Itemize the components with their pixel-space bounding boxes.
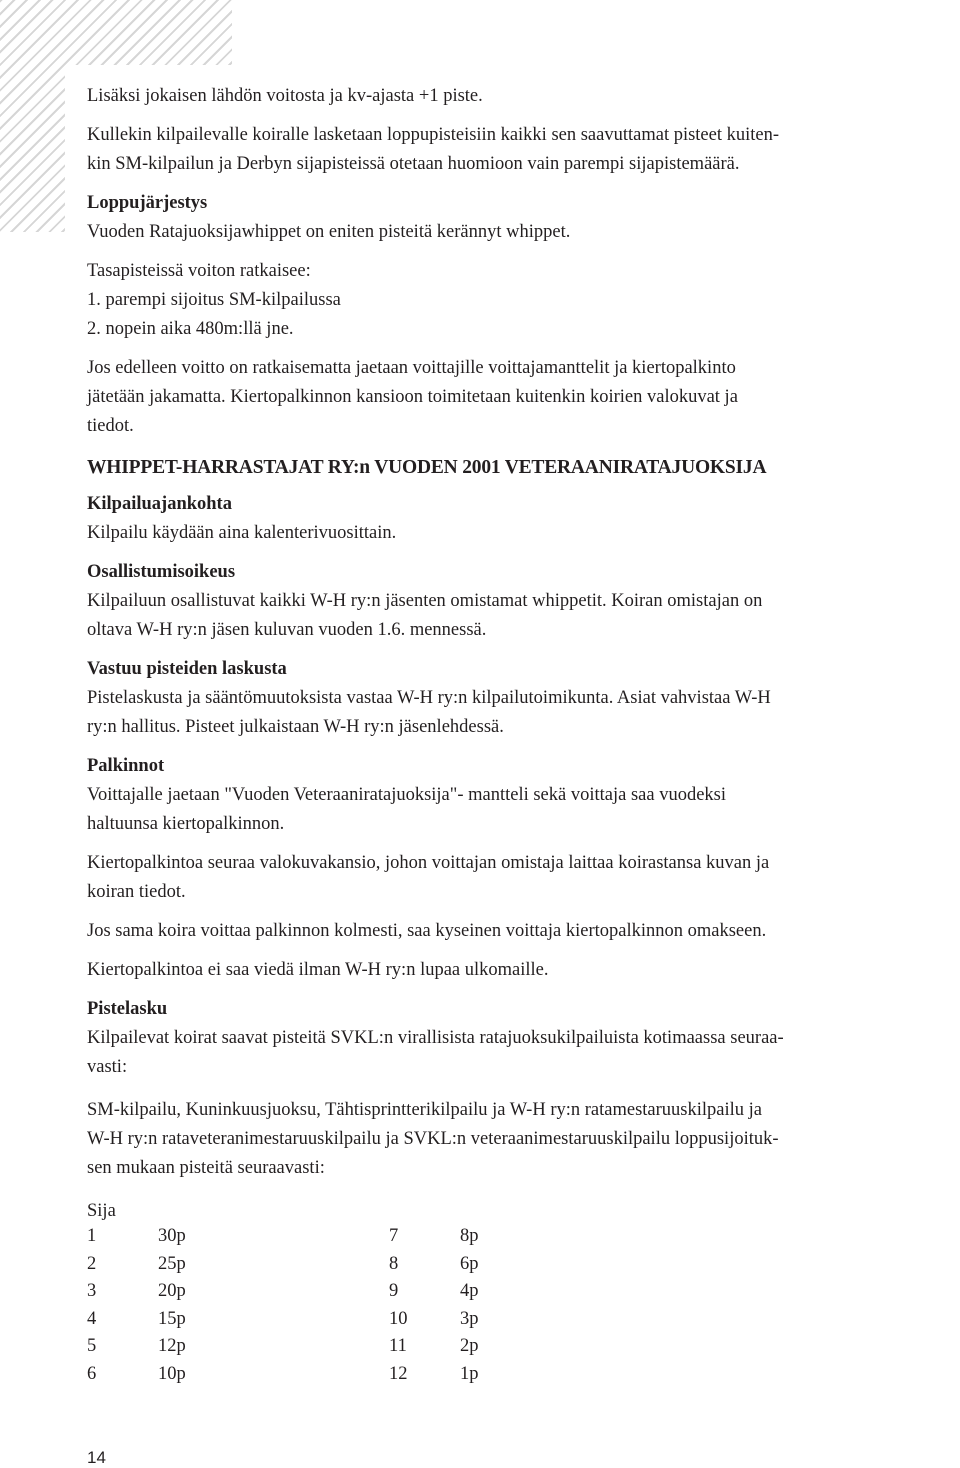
page-title: WHIPPET-HARRASTAJAT RY:n VUODEN 2001 VETERAANIRATAJUOKSIJA [87,457,767,478]
points-cell: 12p [158,1336,186,1356]
paragraph: Kilpailuun osallistuvat kaikki W-H ry:n jäsenten omistamat whippetit. Koiran omistajan on [87,591,763,611]
paragraph: Tasapisteissä voiton ratkaisee: [87,261,311,281]
points-cell: 20p [158,1281,186,1301]
paragraph: Vuoden Ratajuoksijawhippet on eniten pisteitä kerännyt whippet. [87,222,571,242]
points-cell: 15p [158,1308,186,1329]
paragraph: Jos sama koira voittaa palkinnon kolmesti, saa kyseinen voittaja kiertopalkinnon omakseen. [87,921,767,941]
rank-cell: 12 [389,1363,408,1384]
rank-cell: 6 [87,1363,97,1384]
table-row [87,1281,520,1309]
points-table [87,1226,520,1391]
paragraph: Voittajalle jaetaan "Vuoden Veteraaniratajuoksija"- mantteli sekä voittaja saa vuodeksi [87,785,727,805]
page-number: 14 [87,1448,106,1467]
points-cell: 10p [158,1363,186,1384]
rank-cell: 5 [87,1336,97,1356]
list-item: 1. parempi sijoitus SM-kilpailussa [87,290,341,310]
paragraph: SM-kilpailu, Kuninkuusjuoksu, Tähtisprintterikilpailu ja W-H ry:n ratamestaruuskilpailu ja [87,1100,762,1120]
paragraph: Kullekin kilpailevalle koiralle lasketaan loppupisteisiin kaikki sen saavuttamat pisteet kuiten- [87,125,780,145]
paragraph: Jos edelleen voitto on ratkaisematta jaetaan voittajille voittajamanttelit ja kiertopalkinto [87,358,736,378]
page-content [87,82,947,1391]
table-row [87,1309,520,1337]
points-cell: 25p [158,1253,186,1274]
paragraph: sen mukaan pisteitä seuraavasti: [87,1158,325,1178]
section-heading-palkinnot: Palkinnot [87,756,165,776]
paragraph: Lisäksi jokaisen lähdön voitosta ja kv-ajasta +1 piste. [87,86,483,106]
points-cell: 4p [460,1281,479,1301]
section-heading-loppujarjestys: Loppujärjestys [87,193,208,213]
rank-cell: 8 [389,1253,399,1274]
points-cell: 6p [460,1253,479,1274]
section-heading-pistelasku: Pistelasku [87,999,168,1019]
points-cell: 2p [460,1336,479,1356]
list-item: 2. nopein aika 480m:llä jne. [87,319,294,339]
rank-cell: 2 [87,1253,97,1274]
rank-cell: 11 [389,1336,407,1356]
paragraph: Pistelaskusta ja sääntömuutoksista vastaa W-H ry:n kilpailutoimikunta. Asiat vahvistaa W-H [87,688,771,708]
rank-cell: 7 [389,1226,399,1246]
rank-cell: 4 [87,1308,97,1329]
section-heading-vastuu: Vastuu pisteiden laskusta [87,659,287,679]
paragraph: W-H ry:n rataveteranimestaruuskilpailu ja SVKL:n veteraanimestaruuskilpailu loppusijoituk- [87,1129,779,1149]
points-cell: 8p [460,1226,479,1246]
paragraph: jätetään jakamatta. Kiertopalkinnon kansioon toimitetaan kuitenkin koirien valokuvat ja [87,387,738,407]
paragraph: Kiertopalkintoa ei saa viedä ilman W-H ry:n lupaa ulkomaille. [87,960,549,980]
paragraph: vasti: [87,1057,128,1077]
table-row [87,1226,520,1254]
section-heading-osallistumisoikeus: Osallistumisoikeus [87,562,236,582]
points-table-label: Sija [87,1201,116,1221]
paragraph: Kilpailu käydään aina kalenterivuosittain. [87,523,397,543]
paragraph: oltava W-H ry:n jäsen kuluvan vuoden 1.6. mennessä. [87,620,487,640]
paragraph: haltuunsa kiertopalkinnon. [87,814,285,834]
paragraph: Kilpailevat koirat saavat pisteitä SVKL:n virallisista ratajuoksukilpailuista kotimaassa seuraa- [87,1028,784,1048]
rank-cell: 1 [87,1226,97,1246]
table-row [87,1364,520,1392]
paragraph: ry:n hallitus. Pisteet julkaistaan W-H ry:n jäsenlehdessä. [87,717,504,737]
rank-cell: 9 [389,1281,399,1301]
rank-cell: 10 [389,1308,408,1329]
paragraph: Kiertopalkintoa seuraa valokuvakansio, johon voittajan omistaja laittaa koirastansa kuvan ja [87,853,770,873]
rank-cell: 3 [87,1281,97,1301]
points-cell: 1p [460,1363,479,1384]
table-row [87,1254,520,1282]
paragraph: tiedot. [87,416,134,436]
points-cell: 30p [158,1226,186,1246]
points-cell: 3p [460,1308,479,1329]
table-row [87,1336,520,1364]
paragraph: koiran tiedot. [87,882,186,902]
paragraph: kin SM-kilpailun ja Derbyn sijapisteissä otetaan huomioon vain parempi sijapistemäärä. [87,154,740,174]
section-heading-kilpailuajankohta: Kilpailuajankohta [87,494,232,514]
